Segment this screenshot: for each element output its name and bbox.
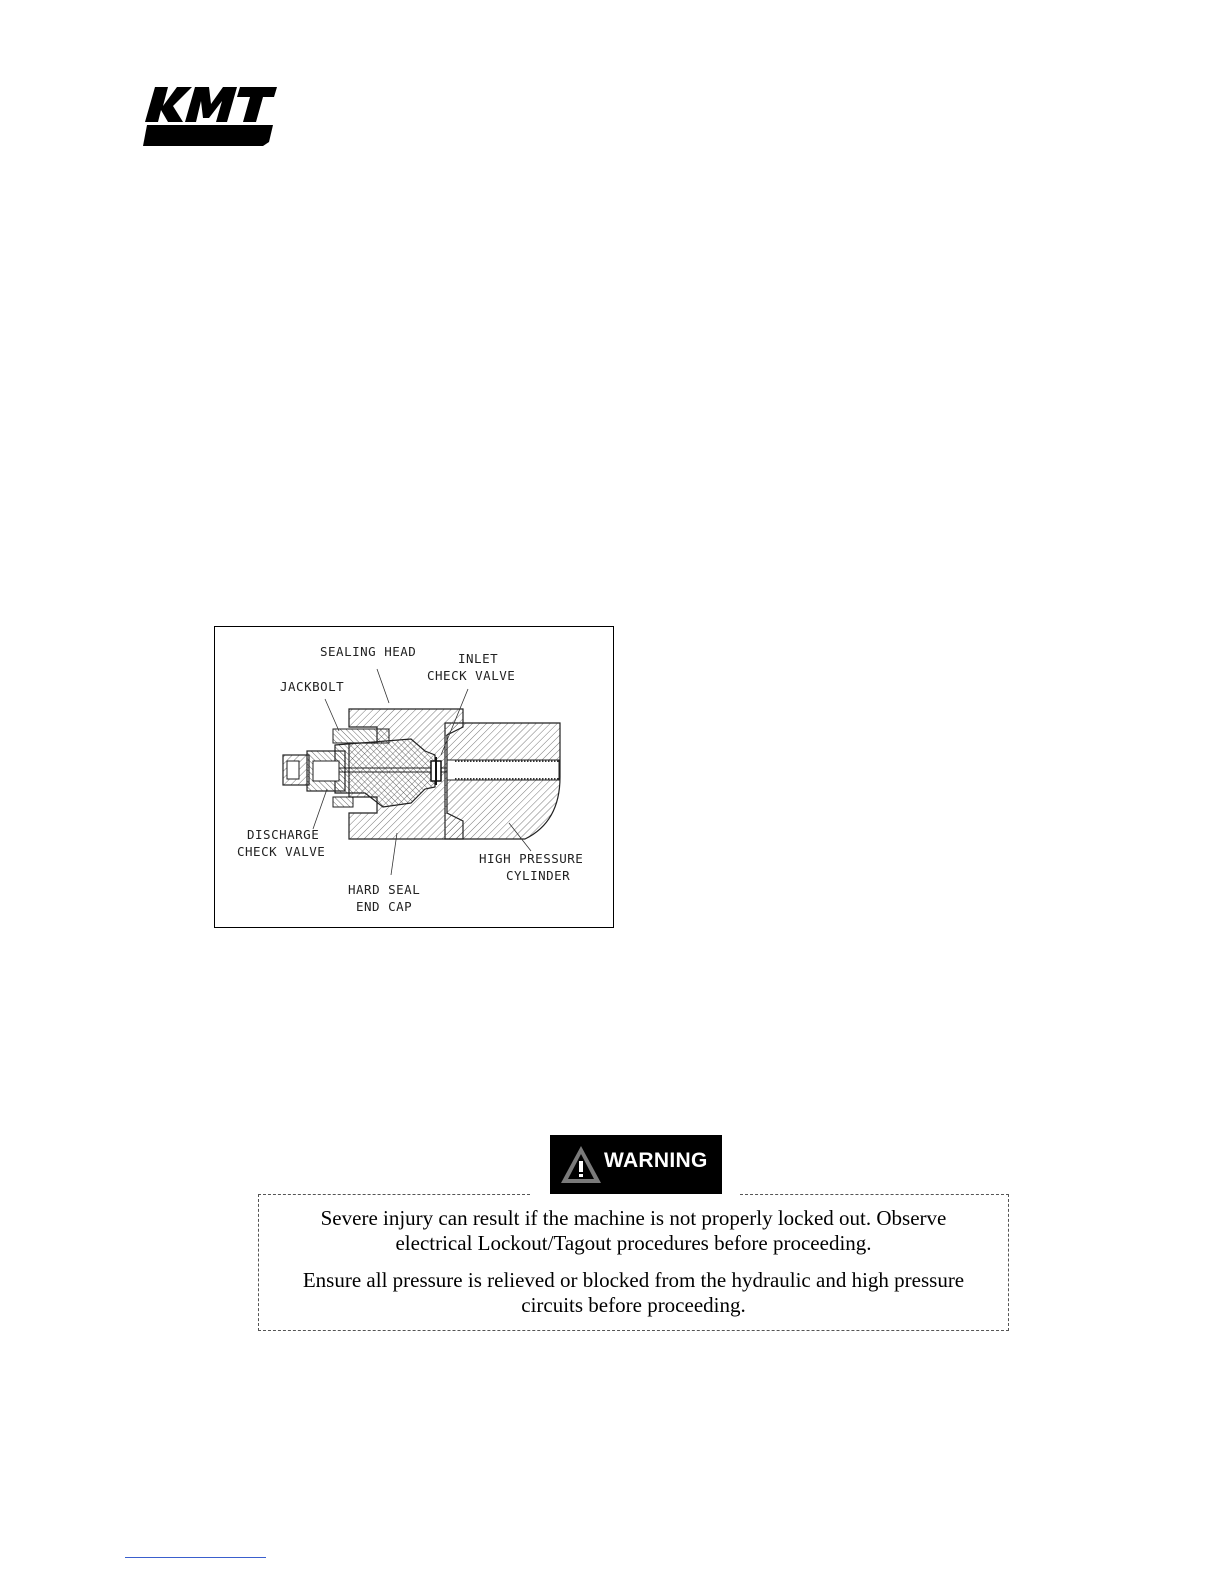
label-hp-line2: CYLINDER: [506, 868, 571, 883]
footer-link-underline[interactable]: [125, 1557, 266, 1558]
label-hard-seal-line2: END CAP: [356, 899, 413, 914]
warning-message-box: [258, 1194, 1009, 1331]
kmt-logo-graphic: [143, 84, 277, 148]
warning-triangle-icon: [559, 1143, 603, 1187]
label-sealing-head: SEALING HEAD: [320, 644, 417, 659]
label-hard-seal-line1: HARD SEAL: [348, 882, 421, 897]
kmt-logo: [143, 84, 277, 148]
warning-paragraph1-line2: electrical Lockout/Tagout procedures before proceeding.: [395, 1231, 872, 1255]
warning-badge: [550, 1135, 722, 1194]
label-inlet-line2: CHECK VALVE: [427, 668, 516, 683]
label-discharge-line2: CHECK VALVE: [237, 844, 326, 859]
label-jackbolt: JACKBOLT: [280, 679, 345, 694]
warning-paragraph2-line2: circuits before proceeding.: [521, 1293, 746, 1317]
pump-cross-section-figure: [214, 626, 614, 928]
label-hp-line1: HIGH PRESSURE: [479, 851, 584, 866]
label-inlet-line1: INLET: [458, 651, 499, 666]
label-discharge-line1: DISCHARGE: [247, 827, 320, 842]
warning-paragraph2-line1: Ensure all pressure is relieved or blocked from the hydraulic and high pressure: [302, 1268, 965, 1292]
warning-label: WARNING: [604, 1149, 708, 1172]
warning-paragraph1-line1: Severe injury can result if the machine is not properly locked out. Observe: [320, 1206, 947, 1230]
